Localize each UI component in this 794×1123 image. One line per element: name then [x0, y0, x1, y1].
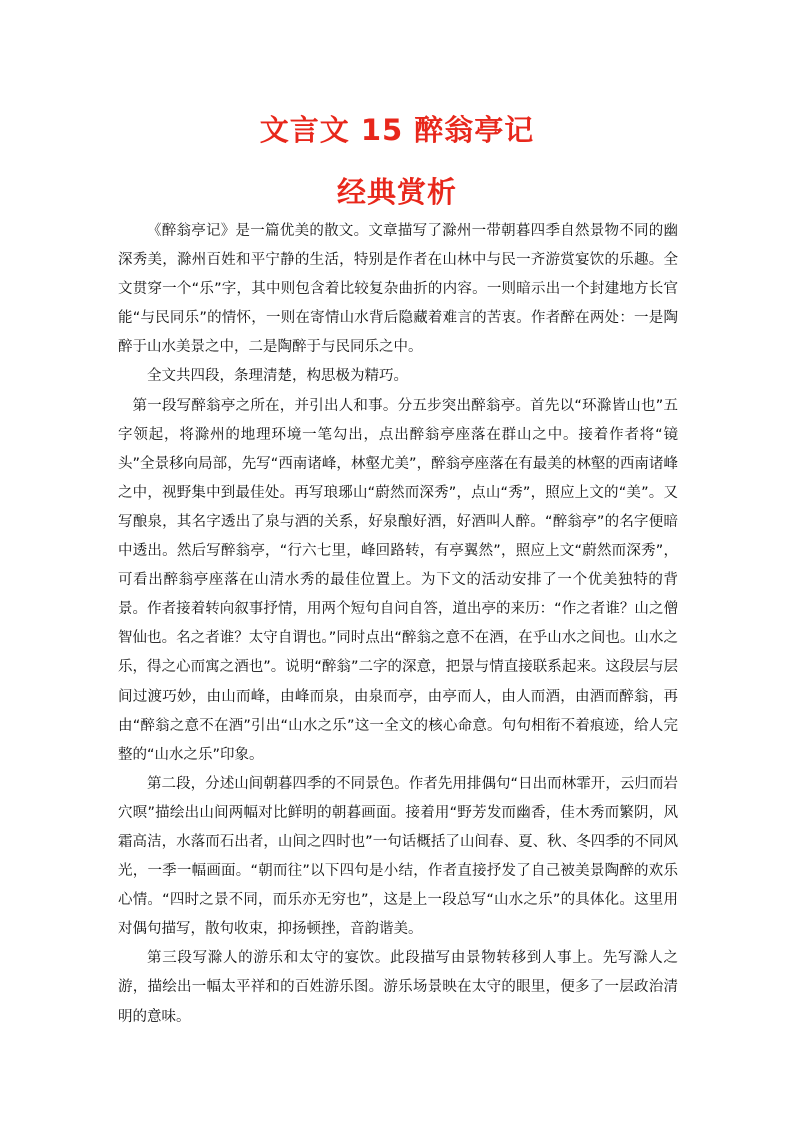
document-title: 文言文 15 醉翁亭记 [259, 113, 535, 147]
article-body [118, 217, 678, 1032]
paragraph-structure: 全文共四段，条理清楚，构思极为精巧。 [147, 368, 408, 385]
paragraph-intro: 《醉翁亭记》是一篇优美的散文。文章描写了滁州一带朝暮四季自然景物不同的幽深秀美，滁州百姓和平宁静的生活，特别是作者在山林中与民一齐游赏宴饮的乐趣。全文贯穿一个“乐”字，其中则包含着比较复杂曲折的内容。一则暗示出一个封建地方长官能“与民同乐”的情怀，一则在寄情山水背后隐藏着难言的苦衷。作者醉在两处：一是陶醉于山水美景之中，二是陶醉于与民同乐之中。 [118, 223, 678, 356]
paragraph-section-one: 第一段写醉翁亭之所在，并引出人和事。分五步突出醉翁亭。首先以“环滁皆山也”五字领起，将滁州的地理环境一笔勾出，点出醉翁亭座落在群山之中。接着作者将“镜头”全景移向局部，先写“西南诸峰，林壑尤美”，醉翁亭座落在有最美的林壑的西南诸峰之中，视野集中到最佳处。再写琅琊山“蔚然而深秀”，点山“秀”，照应上文的“美”。又写酿泉，其名字透出了泉与酒的关系，好泉酿好酒，好酒叫人醉。“醉翁亭”的名字便暗中透出。然后写醉翁亭，“行六七里，峰回路转，有亭翼然”，照应上文“蔚然而深秀”，可看出醉翁亭座落在山清水秀的最佳位置上。为下文的活动安排了一个优美独特的背景。作者接着转向叙事抒情，用两个短句自问自答，道出亭的来历：“作之者谁？山之僧智仙也。名之者谁？太守自谓也。”同时点出“醉翁之意不在酒，在乎山水之间也。山水之乐，得之心而寓之酒也”。说明“醉翁”二字的深意，把景与情直接联系起来。这段层与层间过渡巧妙，由山而峰，由峰而泉，由泉而亭，由亭而人，由人而酒，由酒而醉翁，再由“醉翁之意不在酒”引出“山水之乐”这一全文的核心命意。句句相衔不着痕迹，给人完整的“山水之乐”印象。 [118, 397, 678, 763]
section-heading: 经典赏析 [336, 175, 457, 209]
paragraph-section-two: 第二段，分述山间朝暮四季的不同景色。作者先用排偶句“日出而林霏开，云归而岩穴暝”描绘出山间两幅对比鲜明的朝暮画面。接着用“野芳发而幽香，佳木秀而繁阴，风霜高洁，水落而石出者，山间之四时也”一句话概括了山间春、夏、秋、冬四季的不同风光，一季一幅画面。“朝而往”以下四句是小结，作者直接抒发了自己被美景陶醉的欢乐心情。“四时之景不同，而乐亦无穷也”，这是上一段总写“山水之乐”的具体化。这里用对偶句描写，散句收束，抑扬顿挫，音韵谐美。 [118, 775, 678, 938]
paragraph-section-three: 第三段写滁人的游乐和太守的宴饮。此段描写由景物转移到人事上。先写滁人之游，描绘出一幅太平祥和的百姓游乐图。游乐场景映在太守的眼里，便多了一层政治清明的意味。 [118, 950, 678, 1025]
